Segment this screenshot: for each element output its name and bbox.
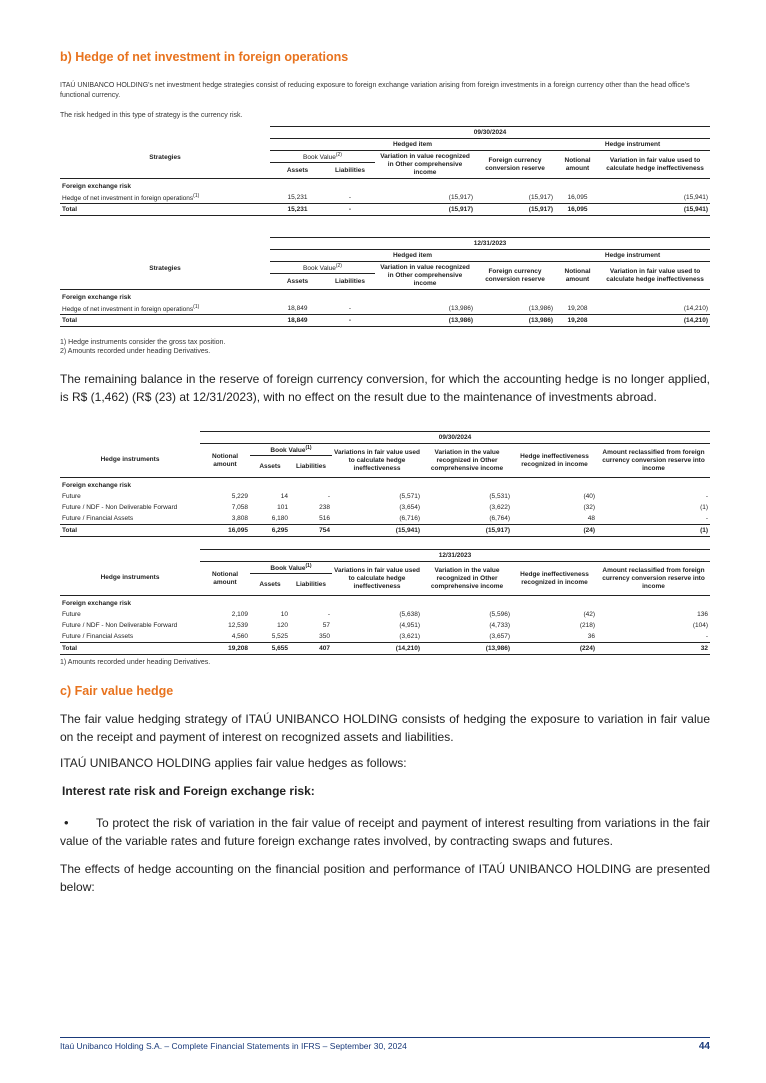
- table-row: Future / NDF - Non Deliverable Forward 12,539 120 57 (4,951) (4,733) (218) (104): [62, 622, 709, 630]
- fx-reserve-header: Foreign currency conversion reserve: [485, 267, 545, 283]
- risk-group-label: Foreign exchange risk: [62, 600, 131, 608]
- risk-group-label: Foreign exchange risk: [62, 294, 131, 302]
- liabilities-header: Liabilities: [335, 277, 365, 285]
- hedge-instrument-header: Hedge instrument: [555, 250, 710, 262]
- section-c-paragraph-3: The effects of hedge accounting on the financial position and performance of ITAÚ UNIBANCO HOLDING are presented below:: [60, 862, 710, 894]
- hedged-item-header: Hedged item: [270, 139, 555, 151]
- notional-header: Notional amount: [212, 570, 238, 586]
- assets-header: Assets: [259, 462, 281, 470]
- remaining-balance-text: The remaining balance in the reserve of foreign currency conversion, for which the accounting hedge is no longer applied, is R$ (1,462) (R$ (23) at 12/31/2023), with no effect on the result due to the maintenance of investments abroad.: [60, 372, 710, 404]
- hedge-instrument-header: Hedge instrument: [555, 139, 710, 151]
- table-row: Hedge of net investment in foreign operations$^{(1)}$ 18,849 - (13,986) (13,986) 19,208 (14,210): [62, 304, 709, 314]
- var-fv-header: Variation in fair value used to calculate hedge ineffectiveness: [606, 156, 704, 172]
- assets-header: Assets: [259, 580, 281, 588]
- total-row: Total 16,095 6,295 754 (15,941) (15,917) (24) (1): [60, 525, 710, 537]
- var-oci-header: Variation in the value recognized in Other comprehensive income: [430, 448, 504, 472]
- total-row: Total 18,849 - (13,986) (13,986) 19,208 (14,210): [60, 315, 710, 327]
- section-c-title: c) Fair value hedge: [60, 684, 174, 698]
- var-fv-header: Variations in fair value used to calculate hedge ineffectiveness: [334, 566, 420, 590]
- notional-header: Notional amount: [564, 156, 591, 172]
- book-value-header: Book Value$^{(2)}$: [270, 262, 375, 274]
- strategies-header: Strategies: [149, 154, 181, 162]
- table-row: Future / Financial Assets 3,808 6,180 516 (6,716) (6,764) 48 -: [62, 515, 709, 523]
- table1-note-2: 2) Amounts recorded under heading Derivatives.: [60, 348, 211, 355]
- table-row: Future 2,109 10 - (5,638) (5,596) (42) 136: [62, 611, 709, 619]
- net-investment-hedge-table-2024: [60, 126, 710, 216]
- assets-header: Assets: [286, 166, 309, 174]
- table1-note-1: 1) Hedge instruments consider the gross tax position.: [60, 339, 226, 346]
- table-row: Future 5,229 14 - (5,571) (5,531) (40) -: [62, 493, 709, 501]
- var-fv-header: Variations in fair value used to calculate hedge ineffectiveness: [334, 448, 420, 472]
- section-c-paragraph-2: ITAÚ UNIBANCO HOLDING applies fair value hedges as follows:: [60, 756, 407, 770]
- fx-reserve-header: Foreign currency conversion reserve: [485, 156, 545, 172]
- total-row: Total 19,208 5,655 407 (14,210) (13,986) (224) 32: [60, 643, 710, 655]
- bullet-icon: •: [64, 815, 69, 830]
- footer-text: Itaú Unibanco Holding S.A. – Complete Financial Statements in IFRS – September 30, 2024: [60, 1041, 407, 1051]
- ineffectiveness-header: Hedge ineffectiveness recognized in income: [520, 452, 589, 468]
- period-header: 12/31/2023: [270, 238, 710, 250]
- section-c-paragraph-1: The fair value hedging strategy of ITAÚ UNIBANCO HOLDING consists of hedging the exposure to variation in fair value on the receipt and payment of interest on recognized assets and liabilities.: [60, 712, 710, 744]
- assets-header: Assets: [286, 277, 309, 285]
- instruments-header: Hedge instruments: [100, 456, 160, 464]
- table-row: Hedge of net investment in foreign operations$^{(1)}$ 15,231 - (15,917) (15,917) 16,095 (15,941): [62, 193, 709, 203]
- book-value-header: Book Value$^{(2)}$: [270, 151, 375, 163]
- reclassified-header: Amount reclassified from foreign currency conversion reserve into income: [602, 448, 705, 472]
- section-b-intro: ITAÚ UNIBANCO HOLDING's net investment hedge strategies consist of reducing exposure to foreign exchange variation arising from foreign investments in a foreign currency other than the head office's functional currency.: [60, 82, 690, 99]
- var-oci-header: Variation in value recognized in Other comprehensive income: [380, 263, 470, 287]
- page-number: 44: [698, 1041, 710, 1052]
- liabilities-header: Liabilities: [335, 166, 365, 174]
- hedge-instruments-table-2024: [60, 431, 710, 537]
- risk-group-label: Foreign exchange risk: [62, 183, 131, 191]
- strategies-header: Strategies: [149, 265, 181, 273]
- liabilities-header: Liabilities: [296, 580, 326, 588]
- period-header: 09/30/2024: [200, 432, 710, 444]
- instruments-header: Hedge instruments: [100, 574, 160, 582]
- section-b-title: b) Hedge of net investment in foreign operations: [60, 50, 349, 64]
- section-b-risk-text: The risk hedged in this type of strategy is the currency risk.: [60, 112, 243, 119]
- net-investment-hedge-table-2023: [60, 237, 710, 327]
- table2-note-1: 1) Amounts recorded under heading Derivatives.: [60, 659, 211, 666]
- period-header: 09/30/2024: [270, 127, 710, 139]
- table-row: Future / NDF - Non Deliverable Forward 7,058 101 238 (3,654) (3,622) (32) (1): [62, 504, 709, 512]
- ineffectiveness-header: Hedge ineffectiveness recognized in income: [520, 570, 589, 586]
- period-header: 12/31/2023: [200, 550, 710, 562]
- var-fv-header: Variation in fair value used to calculate hedge ineffectiveness: [606, 267, 704, 283]
- section-c-subheading: Interest rate risk and Foreign exchange risk:: [62, 784, 315, 798]
- table-row: Future / Financial Assets 4,560 5,525 350 (3,621) (3,657) 36 -: [62, 633, 709, 641]
- reclassified-header: Amount reclassified from foreign currency conversion reserve into income: [602, 566, 705, 590]
- hedged-item-header: Hedged item: [270, 250, 555, 262]
- var-oci-header: Variation in value recognized in Other comprehensive income: [380, 152, 470, 176]
- hedge-instruments-table-2023: [60, 549, 710, 655]
- total-row: Total 15,231 - (15,917) (15,917) 16,095 (15,941): [60, 204, 710, 216]
- notional-header: Notional amount: [212, 452, 238, 468]
- book-value-header: Book Value$^{(1)}$: [250, 562, 332, 574]
- liabilities-header: Liabilities: [296, 462, 326, 470]
- book-value-header: Book Value$^{(1)}$: [250, 444, 332, 456]
- var-oci-header: Variation in the value recognized in Other comprehensive income: [430, 566, 504, 590]
- notional-header: Notional amount: [564, 267, 591, 283]
- section-c-bullet: • To protect the risk of variation in the fair value of receipt and payment of interest resulting from variations in the fair value of the variable rates and future foreign exchange rates involved, by contracting swaps and futures.: [60, 815, 710, 848]
- page-footer: [60, 1037, 710, 1051]
- risk-group-label: Foreign exchange risk: [62, 482, 131, 490]
